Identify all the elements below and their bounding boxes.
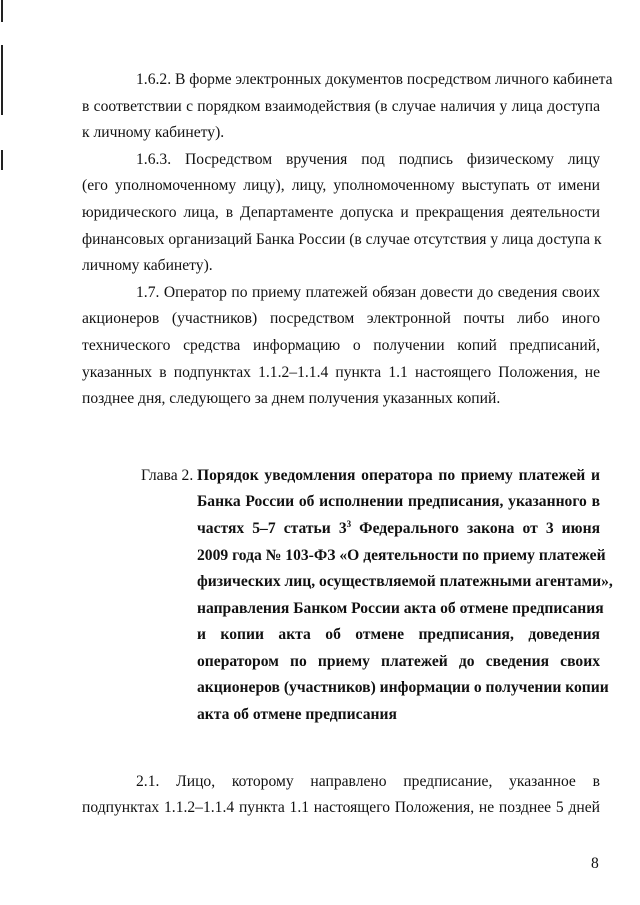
chapter-heading (82, 463, 613, 729)
text-line: 2009 года № 103-ФЗ «О деятельности по приему платежей (197, 546, 606, 564)
text-line (197, 516, 600, 543)
text-line: Порядок уведомления оператора по приему платежей и (197, 466, 600, 484)
paragraph-p-1-6-3 (82, 147, 600, 280)
scan-margin-mark (1, 45, 3, 115)
superscript: 3 (346, 518, 352, 529)
text-line: указанных в подпунктах 1.1.2–1.1.4 пункта 1.1 настоящего Положения, не (82, 363, 600, 381)
text-line: 1.6.2. В форме электронных документов посредством личного кабинета (136, 71, 613, 88)
text-line: оператором по приему платежей до сведения своих (197, 652, 600, 670)
text-line: технического средства информацию о получении копий предписаний, (82, 336, 600, 354)
text-segment: Федерального закона от 3 июня (351, 519, 600, 537)
text-line: и копии акта об отмене предписания, доведения (197, 626, 600, 644)
text-line: 1.7. Оператор по приему платежей обязан довести до сведения своих (136, 283, 600, 301)
scan-margin-mark (1, 0, 3, 22)
text-line: физических лиц, осуществляемой платежными агентами», (197, 573, 613, 591)
text-line: акта об отмене предписания (197, 706, 397, 724)
text-line: в соответствии с порядком взаимодействия (в случае наличия у лица доступа (82, 97, 600, 115)
paragraph-2-1 (82, 769, 600, 822)
page-number: 8 (591, 855, 599, 872)
text-line: акционеров (участников) информации о получении копии (197, 679, 609, 697)
scan-margin-mark (1, 150, 3, 170)
paragraphs (82, 67, 613, 413)
chapter-label: Глава 2. (141, 466, 194, 484)
text-line: личному кабинету). (82, 257, 213, 275)
text-line: 2.1. Лицо, которому направлено предписание, указанное в (136, 772, 600, 790)
text-line: финансовых организаций Банка России (в случае отсутствия у лица доступа к (82, 230, 602, 248)
paragraph-p-1-7 (82, 280, 600, 413)
text-line: к личному кабинету). (82, 124, 225, 142)
text-segment: частях 5–7 статьи 3 (197, 519, 347, 537)
text-line: 1.6.3. Посредством вручения под подпись физическому лицу (136, 150, 600, 168)
text-line: (его уполномоченному лицу), лицу, уполномоченному выступать от имени (82, 177, 600, 195)
text-line: позднее дня, следующего за днем получения указанных копий. (82, 390, 501, 408)
document-body (82, 67, 613, 822)
paragraph-p-1-6-2 (82, 67, 613, 147)
chapter-title (197, 463, 613, 729)
text-line: Банка России об исполнении предписания, указанного в (197, 493, 600, 511)
text-line: подпунктах 1.1.2–1.1.4 пункта 1.1 настоящего Положения, не позднее 5 дней (82, 799, 600, 817)
text-line: акционеров (участников) посредством электронной почты либо иного (82, 310, 600, 328)
text-line: юридического лица, в Департаменте допуска и прекращения деятельности (82, 203, 600, 221)
text-line: направления Банком России акта об отмене предписания (197, 599, 604, 617)
